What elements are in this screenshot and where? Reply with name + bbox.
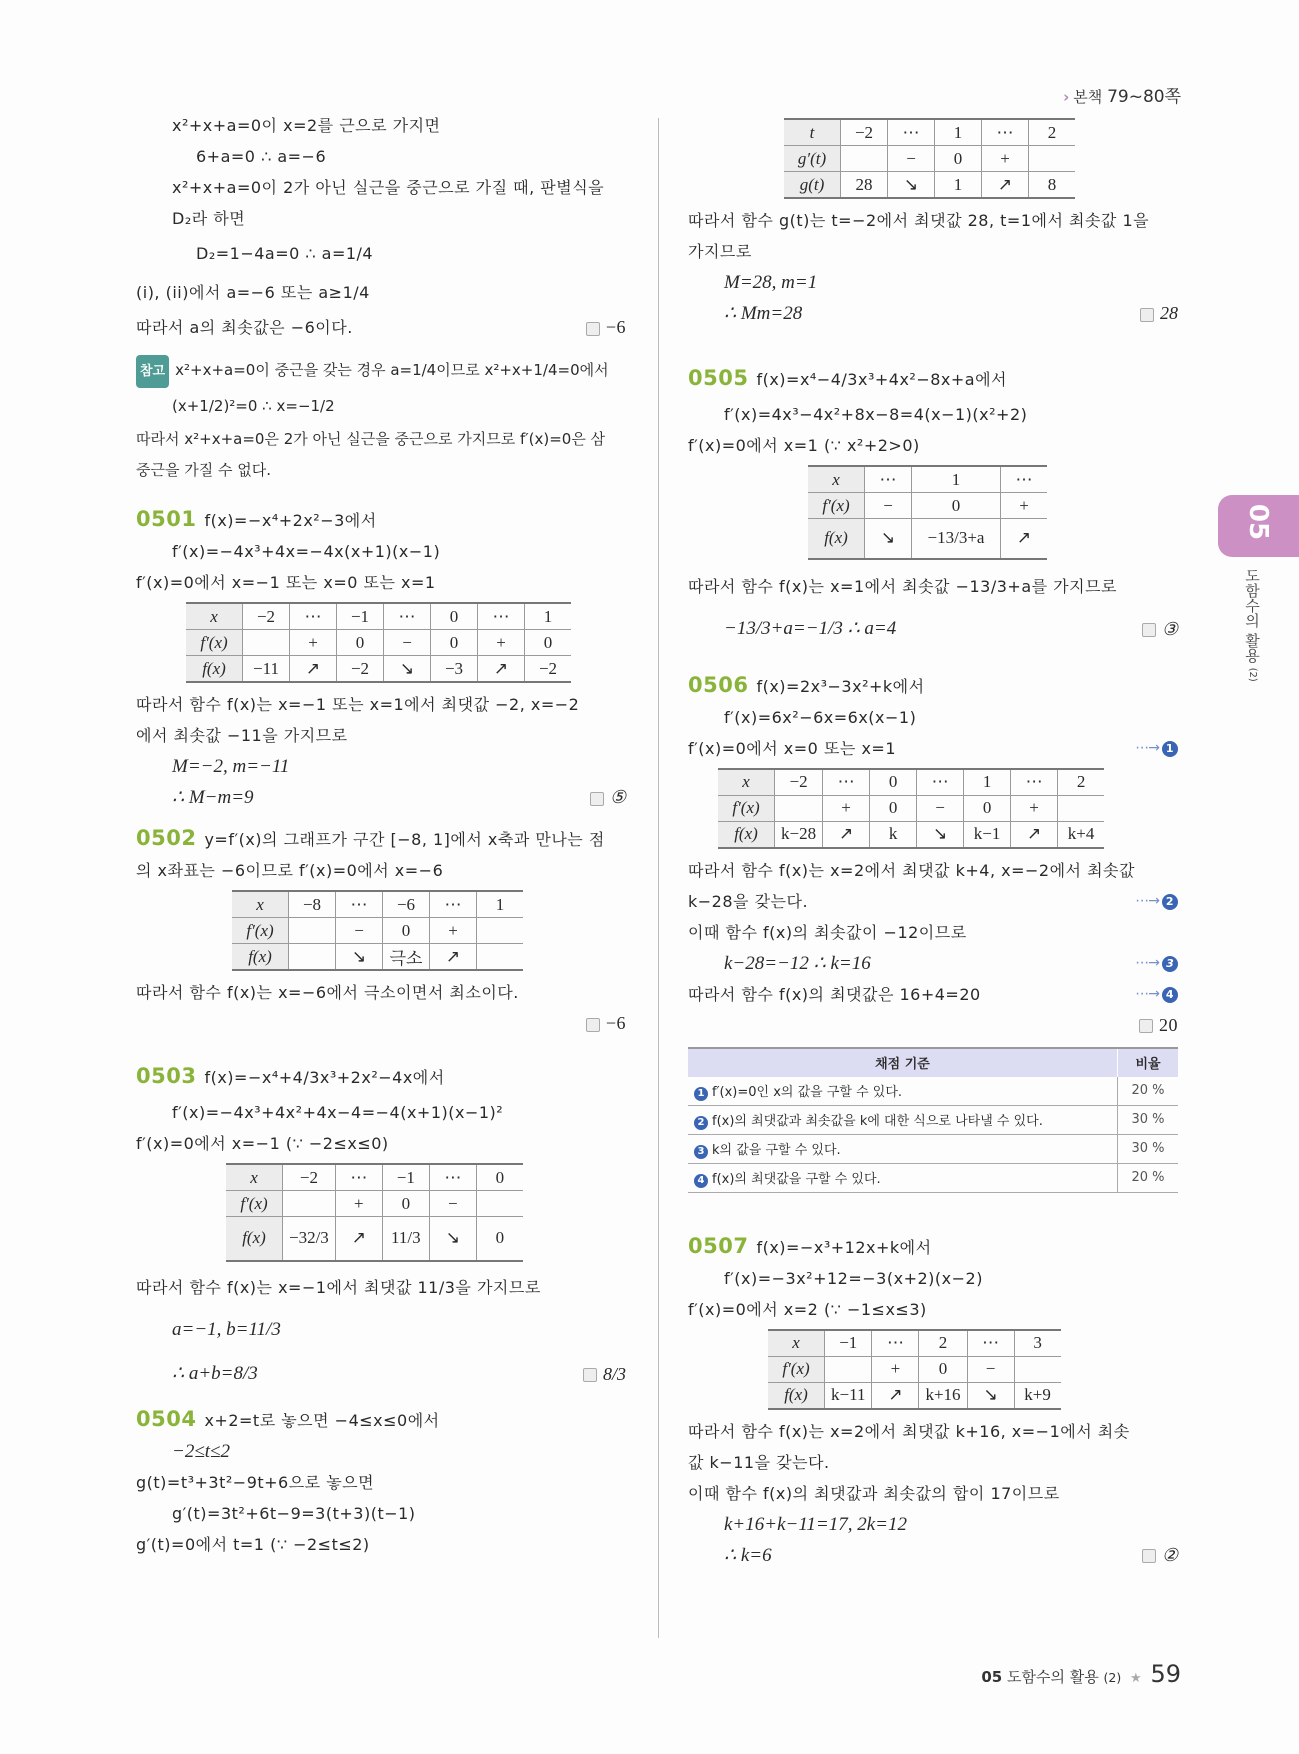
- note-badge: 참고: [136, 355, 169, 388]
- rubric-header-criteria: 채점 기준: [688, 1048, 1118, 1077]
- rubric-header-ratio: 비율: [1118, 1048, 1179, 1077]
- solution-line: ∴ a+b=8/3 8/3: [136, 1352, 626, 1396]
- solution-line: (i), (ii)에서 a=−6 또는 a≥1/4: [136, 283, 370, 302]
- problem-number: 0507: [688, 1233, 749, 1258]
- solution-line: f′(x)=0에서 x=2 (∵ −1≤x≤3): [688, 1299, 927, 1319]
- problem-0501-header: 0501 f(x)=−x⁴+2x²−3에서: [136, 507, 377, 531]
- problem-0505-header: 0505 f(x)=x⁴−4/3x³+4x²−8x+a에서: [688, 366, 1008, 390]
- problem-number: 0506: [688, 672, 749, 697]
- solution-line: k−28을 갖는다. ⋯→ 2: [688, 886, 1178, 917]
- answer-icon: [583, 1368, 597, 1382]
- variation-table-0505: x ⋯ 1 ⋯ f′(x) − 0 + f(x) ↘ −13/3+a ↗: [808, 465, 1047, 560]
- answer: ②: [1142, 1540, 1178, 1571]
- step-marker-4: ⋯→ 4: [1135, 979, 1178, 1010]
- solution-line: −2≤t≤2: [172, 1440, 230, 1462]
- answer-icon: [586, 322, 600, 336]
- solution-line: 따라서 함수 f(x)는 x=−6에서 극소이면서 최소이다.: [136, 983, 519, 1002]
- solution-line: ∴ Mm=28 28: [688, 298, 1178, 329]
- solution-line: 따라서 함수 f(x)는 x=2에서 최댓값 k+4, x=−2에서 최솟값: [688, 860, 1135, 880]
- column-divider: [658, 118, 659, 1638]
- note-line: (x+1/2)²=0 ∴ x=−1/2: [172, 397, 335, 415]
- step-marker-2: ⋯→ 2: [1135, 886, 1178, 917]
- page-number: 59: [1150, 1660, 1181, 1688]
- footer-title: 도함수의 활용: [1007, 1668, 1099, 1686]
- variation-table-0506: x −2 ⋯ 0 ⋯ 1 ⋯ 2 f′(x) + 0 − 0 + f(x) k−28 ↗ k ↘ k−1 ↗ k+4: [718, 768, 1104, 849]
- page-footer: 05 도함수의 활용 (2) ★ 59: [981, 1660, 1181, 1688]
- note-line: 중근을 가질 수 없다.: [136, 461, 271, 479]
- left-column: [136, 110, 626, 1560]
- solution-line: ∴ k=6 ②: [688, 1540, 1178, 1571]
- solution-line: 6+a=0 ∴ a=−6: [196, 147, 327, 166]
- solution-line: x²+x+a=0이 x=2를 근으로 가지면: [172, 116, 441, 135]
- rubric-row: 3 k의 값을 구할 수 있다. 30 %: [688, 1134, 1178, 1163]
- answer: 8/3: [583, 1352, 626, 1396]
- solution-line: f′(x)=−4x³+4x²+4x−4=−4(x+1)(x−1)²: [172, 1103, 504, 1122]
- solution-line: 따라서 함수 f(x)는 x=−1에서 최댓값 11/3을 가지므로: [136, 1277, 541, 1297]
- chapter-side-label: 도함수의 활용 (2): [1243, 568, 1261, 682]
- solution-line: 가지므로: [688, 242, 752, 261]
- right-column: [688, 114, 1178, 1571]
- solution-line: f′(x)=6x²−6x=6x(x−1): [724, 707, 917, 727]
- problem-0506-header: 0506 f(x)=2x³−3x²+k에서: [688, 672, 925, 697]
- solution-line: 이때 함수 f(x)의 최댓값과 최솟값의 합이 17이므로: [688, 1483, 1060, 1503]
- variation-table-0502: x −8 ⋯ −6 ⋯ 1 f′(x) − 0 + f(x) ↘ 극소 ↗: [232, 890, 523, 971]
- solution-line: f′(x)=−3x²+12=−3(x+2)(x−2): [724, 1268, 983, 1288]
- step-marker-3: ⋯→ 3: [1135, 948, 1178, 979]
- rubric-row: 4 f(x)의 최댓값을 구할 수 있다. 20 %: [688, 1163, 1178, 1192]
- solution-line: k+16+k−11=17, 2k=12: [724, 1513, 907, 1535]
- solution-line: M=28, m=1: [724, 272, 818, 293]
- solution-line: 따라서 함수 f(x)는 x=1에서 최솟값 −13/3+a를 가지므로: [688, 576, 1117, 596]
- conclusion-text: 따라서 a의 최솟값은 −6이다.: [136, 318, 353, 337]
- solution-line: x²+x+a=0이 2가 아닌 실근을 중근으로 가질 때, 판별식을: [172, 178, 605, 197]
- problem-number: 0505: [688, 366, 749, 390]
- solution-line: D₂라 하면: [172, 209, 246, 228]
- solution-line: f′(x)=0에서 x=1 (∵ x²+2>0): [688, 436, 920, 455]
- step-marker-1: ⋯→ 1: [1135, 733, 1178, 764]
- solution-line: f′(x)=0에서 x=0 또는 x=1 ⋯→ 1: [688, 733, 1178, 764]
- solution-line: g(t)=t³+3t²−9t+6으로 놓으면: [136, 1472, 375, 1492]
- solution-line: M=−2, m=−11: [172, 756, 290, 777]
- solution-line: f′(x)=0에서 x=−1 또는 x=0 또는 x=1: [136, 573, 436, 592]
- answer: ③: [1142, 608, 1178, 650]
- solution-line: 값 k−11을 갖는다.: [688, 1452, 830, 1472]
- ref-pages: 79~80쪽: [1107, 87, 1181, 107]
- problem-number: 0504: [136, 1406, 197, 1431]
- scoring-rubric-table: [688, 1047, 1178, 1193]
- solution-line: 따라서 함수 f(x)의 최댓값은 16+4=20 ⋯→ 4: [688, 979, 1178, 1010]
- answer-icon: [1142, 623, 1156, 637]
- textbook-page-reference: [1063, 82, 1181, 107]
- solution-line: 이때 함수 f(x)의 최솟값이 −12이므로: [688, 922, 967, 942]
- solution-line: a=−1, b=11/3: [172, 1318, 281, 1340]
- variation-table-0503: x −2 ⋯ −1 ⋯ 0 f′(x) + 0 − f(x) −32/3 ↗ 11/3 ↘ 0: [226, 1163, 523, 1262]
- problem-0503-header: 0503 f(x)=−x⁴+4/3x³+2x²−4x에서: [136, 1064, 445, 1088]
- solution-line: [688, 1010, 1178, 1041]
- chapter-tab: 05: [1218, 495, 1299, 557]
- answer-icon: [1139, 1019, 1153, 1033]
- problem-0502-header: 0502 y=f′(x)의 그래프가 구간 [−8, 1]에서 x축과 만나는 점: [136, 826, 605, 850]
- problem-number: 0502: [136, 826, 197, 850]
- problem-0504-header: 0504 x+2=t로 놓으면 −4≤x≤0에서: [136, 1406, 440, 1431]
- solution-line: g′(t)=3t²+6t−9=3(t+3)(t−1): [172, 1503, 416, 1523]
- ref-label: 본책: [1073, 88, 1103, 106]
- answer: 28: [1140, 298, 1178, 329]
- solution-line: 에서 최솟값 −11을 가지므로: [136, 726, 348, 745]
- answer-icon: [586, 1018, 600, 1032]
- solution-line: [136, 1008, 626, 1039]
- solution-line: f′(x)=−4x³+4x=−4x(x+1)(x−1): [172, 542, 441, 561]
- star-icon: ★: [1130, 1671, 1142, 1686]
- chevron-right-icon: ›: [1063, 88, 1070, 106]
- solution-line: 따라서 함수 f(x)는 x=−1 또는 x=1에서 최댓값 −2, x=−2: [136, 695, 580, 714]
- answer: ⑤: [590, 782, 626, 813]
- solution-line: [136, 312, 626, 343]
- solution-line: ∴ M−m=9 ⑤: [136, 782, 626, 813]
- note-line: 참고 x²+x+a=0이 중근을 갖는 경우 a=1/4이므로 x²+x+1/4=0에서: [136, 355, 626, 388]
- problem-number: 0503: [136, 1064, 197, 1088]
- rubric-row: 1 f′(x)=0인 x의 값을 구할 수 있다. 20 %: [688, 1077, 1178, 1106]
- answer-icon: [1140, 308, 1154, 322]
- solution-line: −13/3+a=−1/3 ∴ a=4 ③: [688, 608, 1178, 650]
- solution-line: f′(x)=0에서 x=−1 (∵ −2≤x≤0): [136, 1134, 389, 1153]
- solution-line: D₂=1−4a=0 ∴ a=1/4: [196, 244, 374, 263]
- solution-line: k−28=−12 ∴ k=16 ⋯→ 3: [688, 948, 1178, 979]
- solution-line: g′(t)=0에서 t=1 (∵ −2≤t≤2): [136, 1534, 370, 1554]
- problem-0507-header: 0507 f(x)=−x³+12x+k에서: [688, 1233, 932, 1258]
- answer: −6: [586, 312, 626, 343]
- note-line: 따라서 x²+x+a=0은 2가 아닌 실근을 중근으로 가지므로 f′(x)=0은 삼: [136, 430, 606, 448]
- solution-line: f′(x)=4x³−4x²+8x−8=4(x−1)(x²+2): [724, 405, 1028, 424]
- variation-table-0501: x −2 ⋯ −1 ⋯ 0 ⋯ 1 f′(x) + 0 − 0 + 0 f(x) −11 ↗ −2 ↘ −3 ↗ −2: [186, 602, 571, 683]
- solution-line: 따라서 함수 f(x)는 x=2에서 최댓값 k+16, x=−1에서 최솟: [688, 1421, 1130, 1441]
- solution-line: 따라서 함수 g(t)는 t=−2에서 최댓값 28, t=1에서 최솟값 1을: [688, 211, 1150, 230]
- answer: −6: [586, 1008, 626, 1039]
- solution-line: 의 x좌표는 −6이므로 f′(x)=0에서 x=−6: [136, 861, 444, 880]
- footer-chapter: 05: [981, 1668, 1003, 1686]
- answer-icon: [1142, 1549, 1156, 1563]
- answer: 20: [1139, 1010, 1178, 1041]
- variation-table-0504: t −2 ⋯ 1 ⋯ 2 g′(t) − 0 + g(t) 28 ↘ 1 ↗ 8: [784, 118, 1075, 199]
- variation-table-0507: x −1 ⋯ 2 ⋯ 3 f′(x) + 0 − f(x) k−11 ↗ k+16 ↘ k+9: [768, 1329, 1061, 1410]
- problem-number: 0501: [136, 507, 197, 531]
- rubric-row: 2 f(x)의 최댓값과 최솟값을 k에 대한 식으로 나타낼 수 있다. 30 %: [688, 1105, 1178, 1134]
- answer-icon: [590, 792, 604, 806]
